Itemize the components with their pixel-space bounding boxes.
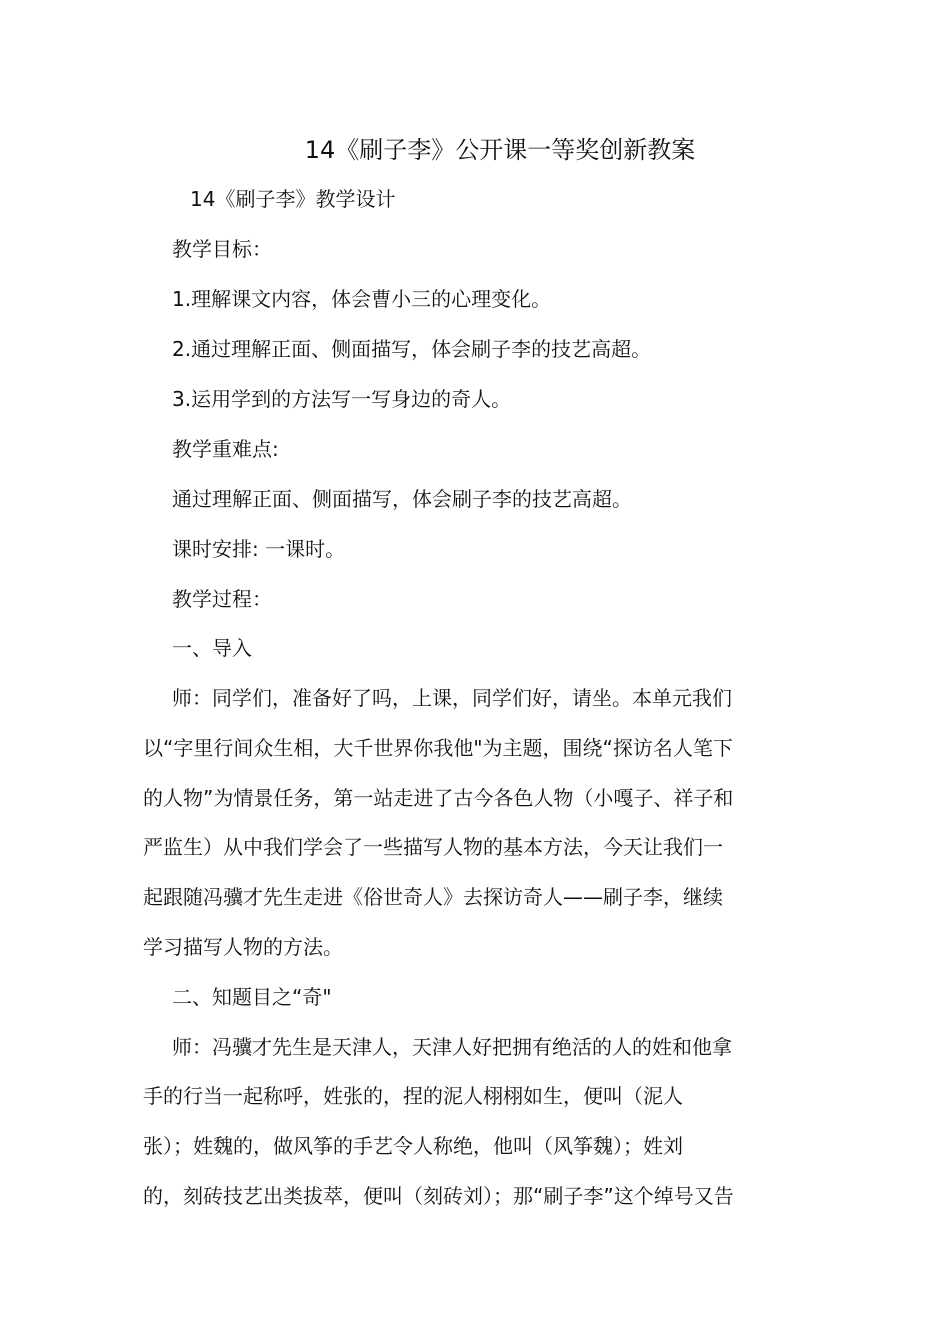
document-title: 14《刷子李》公开课一等奖创新教案 [304,136,696,164]
section2-paragraph-line: 张）；姓魏的，做风筝的手艺令人称绝，他叫（风筝魏）；姓刘 [143,1134,683,1158]
section2-paragraph-line: 的，刻砖技艺出类拔萃，便叫（刻砖刘）；那“刷子李”这个绰号又告 [143,1184,734,1208]
objectives-heading: 教学目标： [172,237,272,261]
difficulty-heading: 教学重难点: [172,437,279,461]
section1-paragraph-line: 学习描写人物的方法。 [143,935,343,959]
schedule-text: 课时安排: 一课时。 [172,537,346,561]
section1-heading: 一、导入 [172,636,252,660]
section1-paragraph-line: 以“字里行间众生相，大千世界你我他"为主题，围绕“探访名人笔下 [143,736,733,760]
process-heading: 教学过程： [172,587,272,611]
section2-paragraph-line: 师：冯骥才先生是天津人，天津人好把拥有绝活的人的姓和他拿 [172,1035,732,1059]
objective-item-3: 3.运用学到的方法写一写身边的奇人。 [172,387,512,411]
section1-paragraph-line: 起跟随冯骥才先生走进《俗世奇人》去探访奇人——刷子李，继续 [143,885,723,909]
section1-paragraph-line: 师：同学们，准备好了吗，上课，同学们好，请坐。本单元我们 [172,686,732,710]
document-subtitle: 14《刷子李》教学设计 [190,187,396,211]
section2-paragraph-line: 手的行当一起称呼，姓张的，捏的泥人栩栩如生，便叫（泥人 [143,1084,683,1108]
section1-paragraph-line: 严监生）从中我们学会了一些描写人物的基本方法，今天让我们一 [143,835,723,859]
section1-paragraph-line: 的人物”为情景任务，第一站走进了古今各色人物（小嘎子、祥子和 [143,786,734,810]
objective-item-1: 1.理解课文内容，体会曹小三的心理变化。 [172,287,552,311]
section2-heading: 二、知题目之“奇" [172,985,332,1009]
objective-item-2: 2.通过理解正面、侧面描写，体会刷子李的技艺高超。 [172,337,652,361]
difficulty-text: 通过理解正面、侧面描写，体会刷子李的技艺高超。 [172,487,632,511]
